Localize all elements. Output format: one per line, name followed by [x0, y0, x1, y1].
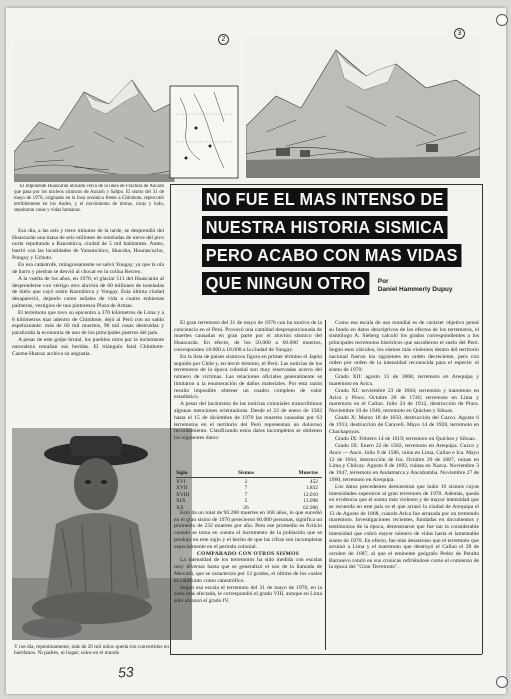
table-cell: 7 [244, 491, 248, 498]
right-paragraph: Como esa escala de uso mundial es de carácter objetivo pensé su fundo en datos descriptivos de los efectos de los terremotos, el sismólogo A. Sieberg calculó los grados correspondientes a los principales terremotos históricos que sacudieron el suelo del Perú. Según esos cálculos, los sismos más violentos dentro del territorio nacional fueron los siguientes en orden decreciente, pero con orden por orden de la intensidad reconocida para el especie: el sismo de 1970: [329, 320, 479, 373]
headline-line-2: NUESTRA HISTORIA SISMICA [202, 216, 448, 239]
table-header-row [176, 470, 322, 478]
left-paragraph: El terremoto que tuvo su epicentro a 370 kilómetros de Lima y a 8 kilómetros mar adentro de Chimbote, dejó al Perú con un saldo espeluznante: más de 60 mil muertos, 90 mil casas destruidas y paralizada la economía de uno de los principales puertos del país. [12, 309, 164, 337]
table-cell: 26 [243, 504, 249, 511]
middle-paragraph: A pesar del lacónismo de las noticias coloniales transcribimos algunas menciones orientadoras. Desde el 22 de enero de 1582 hasta el 15 de diciembre de 1970 las muertes causadas por 63 terremotos en el territorio del Perú representan un doloroso recordamiento. Clasificando estos datos incompletos se obtienen los siguientes datos: [174, 401, 322, 441]
binder-hole-top [496, 14, 508, 26]
scrapbook-page [6, 8, 506, 694]
byline-prefix: Por [377, 278, 389, 285]
table-cell: 5 [244, 498, 248, 505]
left-paragraph: A la vuelta de los años, en 1970, el glaciar 511 del Huascarán al desprenderse con vértigo otro aluvión de 60 millones de toneladas de hielo que cayó sobre Ranrahirca y Yungay. Esta última ciudad desapareció, dejando como señales de vida a cuatro enhiestas palmeras, vestigios de una pintoresca Plaza de Armas. [12, 275, 164, 309]
headline-line-4: QUE NINGUN OTRO [202, 272, 369, 295]
middle-article-column-continued [174, 510, 322, 650]
table-cell: 2 [244, 478, 248, 485]
section-subhead: COMPARADO CON OTROS SISMOS [196, 550, 300, 557]
table-cell: 13.098 [303, 498, 318, 505]
table-cell: XVIII [176, 491, 190, 498]
table-cell: 1.832 [305, 485, 318, 492]
right-paragraph: Grado IX: Enero 22 de 1582, terremoto en Arequipa. Cuzco y Anco — Anco. Julio 9 de 1586, ruina en Lima, Callao e Ica. Mayo 12 de 1664, destrucción de Ica. Octubre 20 de 1687, ruinas en Lima y Chilcay. Agosto 8 de 1692, ruinas en Nazca. Noviembre 3 de 1947, terremoto en Andamarca y Ancobamba. Noviembre 27 de 1960, terremoto en Arequipa. [329, 443, 479, 483]
middle-paragraph: Esto da un total de 90.288 muertes en 368 años, lo que sucedió en el gran sismo de 1970 perecieron 60.000 personas, significa un promedio de 232 muertes por año. Pero ese promedio es ficticio cuando se toma en cuenta el incremento de la población que se produjo en este siglo y el hecho de que las cifras son incompletas especialmente en el periodo colonial. [174, 510, 322, 550]
map-inset [170, 86, 238, 178]
figure-marker-3: 3 [454, 28, 465, 39]
left-paragraph: En esa catástrofe, milagrosamente se salvó Yungay, ya que la ola de barro y piedras se desvió al chocar en la colina Recreo. [12, 262, 164, 275]
binder-hole-bottom [496, 676, 508, 688]
right-paragraph: Los datos precedentes demuestran que hubo 16 sismos cuyas intensidades superaron al gran terremoto de 1970. Además, queda en evidencia que el sismo más violento y de mayor intensidad que se recuerda en este país es el que arrasó la ciudad de Arequipa el 13 de Agosto de 1868, cuando Arica fue arrasada por un tremendo maremoto. Investigaciones recientes, fundadas en documentos y testimonios de la época, demostraron que fue tan la considerable intensidad que cobró mayor número de vidas hasta el lamentable sismo de 1970. En efecto, fue más desastroso que el terremoto que arruinó a Lima y el maremoto que destruyó el Callao el 28 de octubre de 1687, al que el eminente geógrafo Pedro de Peralta Barnuevo rotuló en sus cronicas refiriéndose como el comienzo de la época del "Gran Terremoto". [329, 483, 479, 571]
table-cell: 7 [244, 485, 248, 492]
column-divider [325, 320, 326, 650]
huascaran-illustration-left [14, 42, 240, 182]
headline-line-1: NO FUE EL MAS INTENSO DE [202, 188, 447, 211]
caption-text: El imponente Huascarán ubicado cerca de la línea de Fractura de Ancash que pasa por los núcleos sísmicos de Ancash y Saltpo. El sismo del 31 de mayo de 1970, originado en la fosa oceánica frente a Chimbote, repercutió terriblemente en los Andes, y el movimiento de tierras, rocas y lodo, sepultaron casas y vidas humanas. [14, 184, 164, 213]
table-header: Muertos [298, 470, 318, 476]
left-paragraph: A pesar de este golpe brutal, los pueblos rotos por la inclemente naturaleza restañan sus heridas. El triángulo fatal Chimbote-Casma-Huaraz archiva su angustia. [12, 337, 164, 357]
left-article-column [12, 228, 164, 424]
middle-paragraph: La intensidad de los terremotos ha sido medida con escalas muy diversas hasta que se generalizó el uso de la llamada de Mercalli, que se caracteriza por 12 grados, el último de los cuales es calificado como catastrófico. [174, 557, 322, 584]
table-row [176, 498, 322, 505]
middle-article-column [174, 320, 322, 468]
table-cell: 62.906 [303, 504, 318, 511]
huascaran-illustration-right [246, 36, 480, 178]
byline [378, 278, 453, 294]
article-frame-top [170, 184, 482, 185]
table-cell: XVII [176, 485, 188, 492]
right-paragraph: Grado XI: noviembre 23 de 1604; terremoto y maremoto en Arica y Pisco. Octubre 28 de 1746; terremoto en Lima y maremoto en el Callao. Julio 24 de 1912, destrucción de Piura. Noviembre 10 de 1946, terremoto en Quiches y Sihuas. [329, 388, 479, 415]
photo-caption: Y roe día, repentinamente, más de 20 mil niños queda ron convertidos en huérfanos. Ni padres, ni hogar; solos en el mundo [14, 644, 169, 657]
byline-author: Daniel Hammerly Dupuy [377, 286, 453, 293]
top-illustration-caption [14, 184, 164, 224]
article-frame-left [170, 184, 171, 654]
figure-marker-2: 2 [218, 34, 229, 45]
earthquake-deaths-table [176, 470, 322, 512]
table-row [176, 485, 322, 492]
table-cell: XVI [176, 478, 186, 485]
orphan-child-photo [12, 428, 192, 640]
table-cell: XIX [176, 498, 186, 505]
table-cell: XX [176, 504, 184, 511]
table-header: Siglo [176, 470, 188, 476]
table-row [176, 492, 322, 499]
right-paragraph: Grado X: Marzo 18 de 1650, destrucción del Cuzco. Agosto 6 de 1913, destrucción de Caraveli. Mayo 14 de 1928, terremoto en Chachapoyas. [329, 415, 479, 435]
table-row [176, 479, 322, 486]
table-header: Sismos [238, 470, 254, 476]
right-article-column [329, 320, 479, 652]
page-number: 53 [117, 663, 135, 681]
left-paragraph: Eso dia, a las seis y trece minutos de la tarde, se desprendió del Huascarán una masa de seis millones de toneladas de nieve del pico norte repultando a Ranrahirca, ciudad de 5 mil habitantes. Antes, barrió con las localidades de Yanamchico, Shacsha, Huarascucho, Pongoy y Uchuto. [12, 228, 164, 261]
article-frame-bottom [170, 654, 482, 655]
table-cell: 12.010 [303, 491, 318, 498]
middle-paragraph: Según esa escala el terremoto del 31 de mayo de 1970, en la zona más afectada, le correspondió el grado VIII, aunque en Lima sólo alcanzó el grado IV. [174, 584, 322, 605]
headline-line-3: PERO ACABO CON MAS VIDAS [202, 244, 461, 267]
article-frame-right [482, 184, 483, 654]
table-cell: 452 [309, 478, 318, 485]
headline-block [202, 188, 478, 300]
middle-paragraph: El gran terremoto del 31 de mayo de 1970 con ha motivo de la conciencia en el Perú. Provocó una cantidad desproporcionada de muertes causadas en gran parte por el aluvión sísmico del Huascarán. En efecto, de los 50.000 a 60.000 muertos, corresponden 18.000 a 18.000 a la ciudad de Yungay. [174, 320, 322, 353]
middle-paragraph: En la lista de países sísmicos figura en primer término el Japón seguido por Chile y, en tercer término, el Perú. Las noticias de los terremotos de la época colonial son muy reservadas acerca del número de víctimas. Las relaciones oficiales generalmente se limitaron a la enumeración de daños materiales. Por esta razón resulta imposible obtener un cuadro completo de valor estadístico. [174, 354, 322, 401]
right-paragraph: Grado XII: agosto 13 de 1868; terremoto en Arequipa y maremoto en Arica. [329, 374, 479, 387]
right-paragraph: Grado IX: Febrero 14 de 1619; terremoto en Quiches y Sihuas. [335, 435, 476, 442]
